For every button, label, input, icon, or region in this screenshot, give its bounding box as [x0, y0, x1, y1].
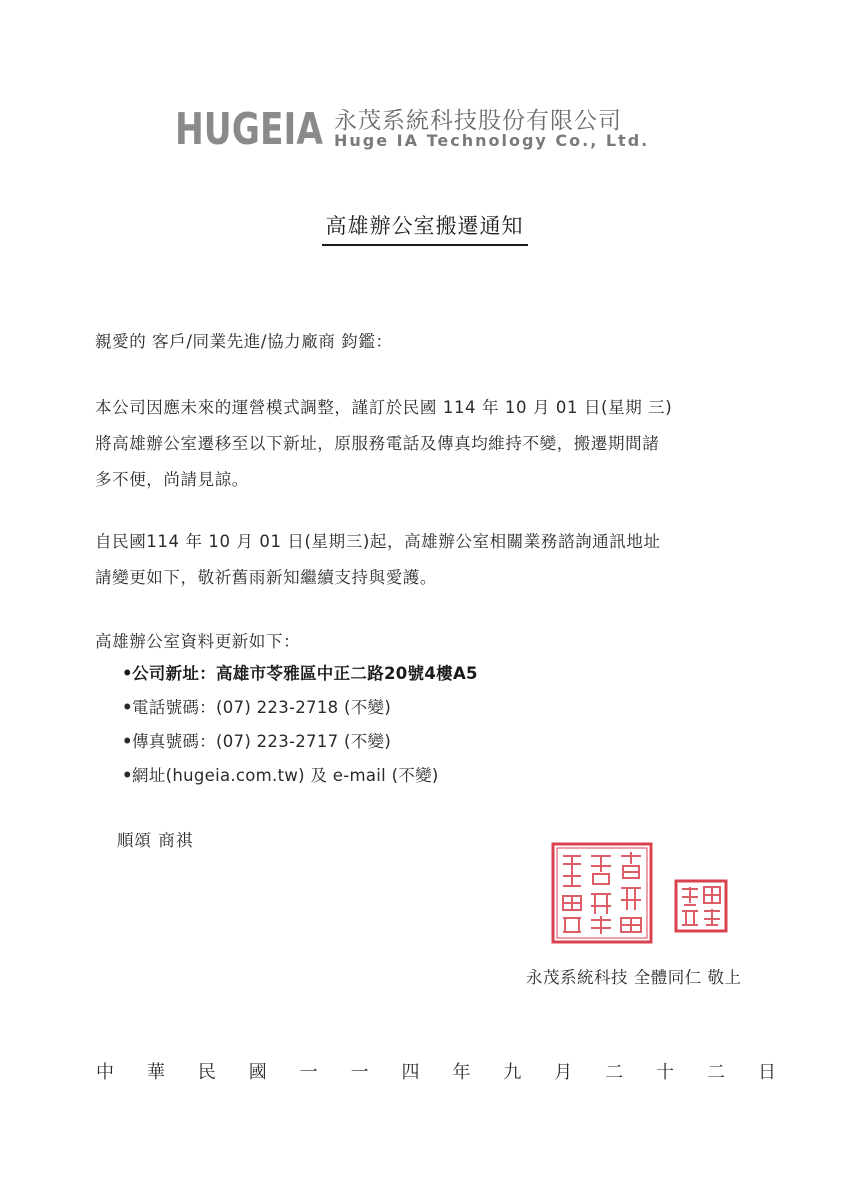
hugeia-logo	[175, 100, 325, 155]
paragraph-line: 本公司因應未來的運營模式調整，謹訂於民國 114 年 10 月 01 日(星期 三)	[95, 398, 673, 417]
bullet-icon: •	[122, 732, 133, 751]
greeting: 親愛的 客戶/同業先進/協力廠商 鈞鑑：	[95, 332, 393, 351]
notice-title-text: 高雄辦公室搬遷通知	[322, 210, 528, 246]
paragraph-address-change	[95, 524, 785, 596]
date-char: 九	[503, 1062, 522, 1083]
info-heading: 高雄辦公室資料更新如下：	[95, 632, 301, 651]
info-item-address: •公司新址：高雄市苓雅區中正二路20號4樓A5	[122, 657, 478, 691]
paragraph-line: 請變更如下，敬祈舊雨新知繼續支持與愛護。	[95, 568, 437, 587]
bullet-icon: •	[122, 698, 133, 717]
date-char: 年	[452, 1062, 471, 1083]
info-item-fax: •傳真號碼：(07) 223-2717 (不變)	[122, 725, 478, 759]
date-char: 日	[757, 1062, 776, 1083]
date-char: 二	[605, 1062, 624, 1083]
date-char: 二	[707, 1062, 726, 1083]
paragraph-line: 多不便，尚請見諒。	[95, 470, 249, 489]
date-char: 華	[146, 1062, 165, 1083]
date-char: 中	[96, 1062, 114, 1083]
paragraph-line: 自民國114 年 10 月 01 日(星期三)起，高雄辦公室相關業務諮詢通訊地址	[95, 532, 661, 551]
issue-date	[96, 1058, 776, 1084]
date-char: 一	[350, 1062, 369, 1083]
signoff: 永茂系統科技 全體同仁 敬上	[526, 968, 742, 987]
date-char: 十	[656, 1062, 675, 1083]
paragraph-relocation	[95, 390, 785, 498]
svg-text:HUGEIA: HUGEIA	[175, 104, 323, 155]
bullet-icon: •	[122, 664, 133, 683]
office-info-list	[122, 657, 478, 793]
notice-title	[0, 210, 849, 246]
company-name-english: Huge IA Technology Co., Ltd.	[334, 131, 650, 150]
date-char: 民	[197, 1062, 216, 1083]
date-char: 一	[299, 1062, 318, 1083]
closing-salutation: 順頌 商祺	[117, 831, 194, 850]
representative-seal-icon	[674, 879, 728, 933]
date-char: 國	[248, 1062, 267, 1083]
company-name-chinese: 永茂系統科技股份有限公司	[334, 108, 622, 134]
bullet-icon: •	[122, 766, 133, 785]
date-char: 四	[401, 1062, 420, 1083]
paragraph-line: 將高雄辦公室遷移至以下新址，原服務電話及傳真均維持不變，搬遷期間諸	[95, 434, 660, 453]
info-item-phone: •電話號碼：(07) 223-2718 (不變)	[122, 691, 478, 725]
info-item-website: •網址(hugeia.com.tw) 及 e-mail (不變)	[122, 759, 478, 793]
company-seal-icon	[551, 842, 653, 944]
date-char: 月	[554, 1062, 573, 1083]
